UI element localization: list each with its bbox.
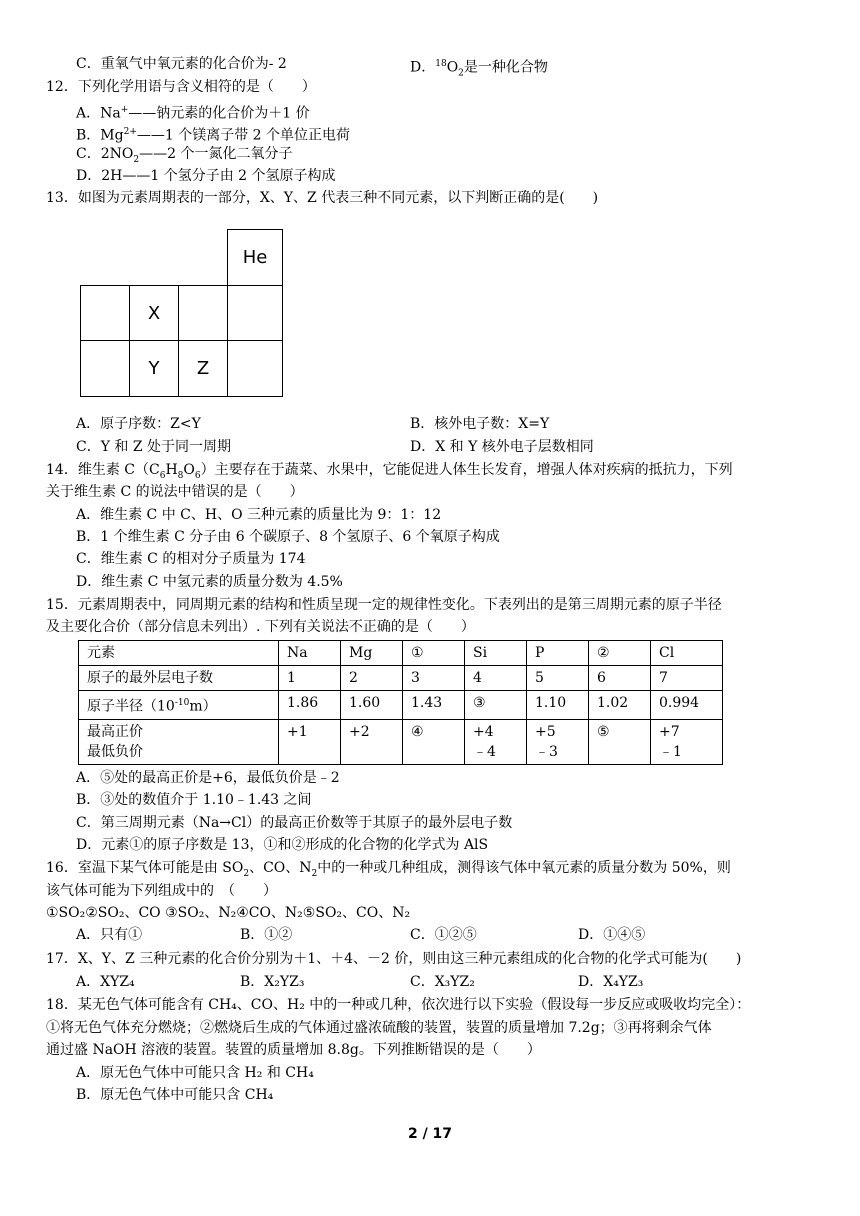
q12-c-text1: C．2NO — [76, 146, 134, 162]
high-value: +4 — [473, 723, 494, 740]
table-cell — [651, 719, 723, 764]
cell-y: Y — [129, 340, 179, 397]
q14-o: O — [183, 462, 195, 478]
cell-empty — [80, 285, 130, 341]
cell-empty — [80, 340, 130, 397]
q13-option-b: B．核外电子数：X=Y — [410, 416, 550, 432]
table-cell: 1.86 — [279, 691, 341, 720]
table-header-cell — [79, 691, 279, 720]
q11-d-o: O — [446, 59, 459, 76]
q16-composition-list: ①SO₂②SO₂、CO ③SO₂、N₂④CO、N₂⑤SO₂、CO、N₂ — [46, 905, 411, 921]
q14-sub: 6 — [159, 470, 166, 481]
q18-stem-line3: 通过盛 NaOH 溶液的装置。装置的质量增加 8.8g。下列推断错误的是（ ） — [46, 1042, 541, 1058]
q18-stem-line1: 18．某无色气体可能含有 CH₄、CO、H₂ 中的一种或几种，依次进行以下实验（假设每一步反应或吸收均完全）： — [46, 997, 751, 1013]
q12-b-text1: B．Mg — [76, 127, 124, 144]
q11-d-sup: 18 — [435, 59, 447, 69]
q11-option-d — [410, 54, 548, 83]
table-cell: ① — [403, 641, 465, 666]
q15-stem-line2: 及主要化合价（部分信息未列出）. 下列有关说法不正确的是（ ） — [46, 619, 475, 635]
q18-option-b: B．原无色气体中可能只含 CH₄ — [76, 1087, 274, 1103]
q16-sub: 2 — [311, 868, 318, 879]
table-cell: 1.60 — [341, 691, 403, 720]
q14-stem-b: ）主要存在于蔬菜、水果中，它能促进人体生长发育，增强人体对疾病的抵抗力，下列 — [200, 462, 733, 478]
element-property-table — [78, 640, 723, 765]
table-row — [79, 719, 723, 764]
q16-option-b: B．①② — [240, 927, 293, 943]
q13-stem: 13．如图为元素周期表的一部分，X、Y、Z 代表三种不同元素，以下判断正确的是( ) — [46, 190, 599, 206]
q18-option-a: A．原无色气体中可能只含 H₂ 和 CH₄ — [76, 1065, 314, 1081]
high-valence-label: 最高正价 — [87, 723, 143, 740]
q15-stem-line1: 15．元素周期表中，同周期元素的结构和性质呈现一定的规律性变化。下表列出的是第三周期元素的原子半径 — [46, 597, 722, 613]
q16-sub: 2 — [243, 868, 250, 879]
q12-a-text1: A．Na — [76, 105, 121, 122]
q17-stem: 17．X、Y、Z 三种元素的化合价分别为＋1、＋4、－2 价，则由这三种元素组成的化合物的化学式可能为( ) — [46, 951, 742, 967]
table-cell: 3 — [403, 666, 465, 691]
q17-option-d: D．X₄YZ₃ — [578, 974, 644, 990]
q14-option-d: D．维生素 C 中氢元素的质量分数为 4.5% — [76, 574, 343, 590]
radius-label-a: 原子半径（10 — [87, 698, 175, 715]
radius-label-b: m） — [189, 698, 217, 715]
q16-option-a: A．只有① — [76, 927, 143, 943]
radius-label-sup: -10 — [174, 698, 190, 708]
q11-d-sub: 2 — [458, 68, 464, 79]
q17-option-a: A．XYZ₄ — [76, 974, 135, 990]
q16-stem-a: 16．室温下某气体可能是由 SO — [46, 860, 244, 876]
q13-option-d: D．X 和 Y 核外电子层数相同 — [410, 439, 594, 455]
high-value: ④ — [411, 723, 424, 740]
q14-option-a: A．维生素 C 中 C、H、O 三种元素的质量比为 9：1：12 — [76, 507, 442, 523]
q14-sub: 8 — [177, 470, 184, 481]
table-cell: 1.10 — [527, 691, 589, 720]
table-cell: 1.02 — [589, 691, 651, 720]
table-cell — [589, 719, 651, 764]
q17-option-b: B．X₂YZ₃ — [240, 974, 305, 990]
table-cell: 4 — [465, 666, 527, 691]
q14-h: H — [165, 462, 178, 478]
cell-x: X — [129, 285, 179, 341]
low-value: ﹣4 — [473, 743, 496, 760]
q12-b-text2: ——1 个镁离子带 2 个单位正电荷 — [136, 127, 351, 144]
q14-option-b: B．1 个维生素 C 分子由 6 个碳原子、8 个氢原子、6 个氧原子构成 — [76, 529, 500, 545]
q12-b-sup: 2+ — [123, 127, 137, 137]
q17-option-c: C．X₃YZ₂ — [410, 974, 475, 990]
table-cell: 5 — [527, 666, 589, 691]
q12-option-d: D．2H——1 个氢分子由 2 个氢原子构成 — [76, 168, 336, 184]
q16-option-d: D．①④⑤ — [578, 927, 646, 943]
q16-stem-line2: 该气体可能为下列组成中的 （ ） — [46, 883, 277, 899]
q16-stem-c: 中的一种或几种组成，测得该气体中氧元素的质量分数为 50%，则 — [317, 860, 731, 876]
q14-option-c: C．维生素 C 的相对分子质量为 174 — [76, 551, 306, 567]
low-valence-label: 最低负价 — [87, 743, 143, 760]
table-cell: ③ — [465, 691, 527, 720]
cell-empty — [178, 285, 228, 341]
page-number: 2 / 17 — [407, 1126, 453, 1142]
q14-sub: 6 — [194, 470, 201, 481]
table-row — [79, 691, 723, 720]
table-header-cell: 原子的最外层电子数 — [79, 666, 279, 691]
table-row — [79, 666, 723, 691]
q13-option-c: C．Y 和 Z 处于同一周期 — [76, 439, 232, 455]
q18-stem-line2: ①将无色气体充分燃烧；②燃烧后生成的气体通过盛浓硫酸的装置，装置的质量增加 7.2g；③再将剩余气体 — [46, 1020, 712, 1036]
table-cell: Mg — [341, 641, 403, 666]
table-cell: ② — [589, 641, 651, 666]
q12-a-sup: + — [120, 105, 129, 115]
q11-d-rest: 是一种化合物 — [463, 59, 548, 76]
table-header-cell: 元素 — [79, 641, 279, 666]
high-value: +2 — [349, 723, 370, 740]
low-value: ﹣1 — [659, 743, 682, 760]
q16-stem-line1 — [46, 858, 731, 884]
high-value: +5 — [535, 723, 556, 740]
high-value: ⑤ — [597, 723, 610, 740]
table-cell: 1.43 — [403, 691, 465, 720]
table-header-cell — [79, 719, 279, 764]
cell-z: Z — [178, 340, 228, 397]
q12-stem: 12．下列化学用语与含义相符的是（ ） — [46, 79, 316, 95]
table-cell: 7 — [651, 666, 723, 691]
cell-empty — [227, 340, 283, 397]
table-cell: 0.994 — [651, 691, 723, 720]
high-value: +7 — [659, 723, 680, 740]
table-cell — [279, 719, 341, 764]
q15-option-d: D．元素①的原子序数是 13，①和②形成的化合物的化学式为 AlS — [76, 837, 489, 853]
q11-option-c: C．重氧气中氧元素的化合价为- 2 — [76, 56, 287, 72]
table-cell: Na — [279, 641, 341, 666]
cell-empty — [227, 285, 283, 341]
q14-stem-line2: 关于维生素 C 的说法中错误的是（ ） — [46, 484, 304, 500]
q15-option-a: A．⑤处的最高正价是+6，最低负价是﹣2 — [76, 770, 340, 786]
q16-stem-b: 、CO、N — [249, 860, 312, 876]
cell-he: He — [227, 229, 283, 286]
q11-d-prefix: D． — [410, 59, 436, 76]
q13-option-a: A．原子序数：Z<Y — [76, 416, 201, 432]
table-cell: Cl — [651, 641, 723, 666]
table-row — [79, 641, 723, 666]
q12-a-text2: ——钠元素的化合价为＋1 价 — [128, 105, 310, 122]
table-cell: 6 — [589, 666, 651, 691]
table-cell — [341, 719, 403, 764]
table-cell: Si — [465, 641, 527, 666]
table-cell: 1 — [279, 666, 341, 691]
q12-option-b — [76, 122, 350, 146]
table-cell — [403, 719, 465, 764]
table-cell: 2 — [341, 666, 403, 691]
q12-c-sub: 2 — [133, 154, 140, 165]
q15-option-c: C．第三周期元素（Na→Cl）的最高正价数等于其原子的最外层电子数 — [76, 815, 513, 831]
q16-option-c: C．①②⑤ — [410, 927, 477, 943]
q12-c-text2: ——2 个一氮化二氧分子 — [139, 146, 293, 162]
q14-stem-a: 14．维生素 C（C — [46, 462, 160, 478]
table-cell: P — [527, 641, 589, 666]
table-cell — [527, 719, 589, 764]
low-value: ﹣3 — [535, 743, 558, 760]
q12-option-a — [76, 100, 310, 124]
high-value: +1 — [287, 723, 308, 740]
table-cell — [465, 719, 527, 764]
q15-option-b: B．③处的数值介于 1.10﹣1.43 之间 — [76, 792, 312, 808]
